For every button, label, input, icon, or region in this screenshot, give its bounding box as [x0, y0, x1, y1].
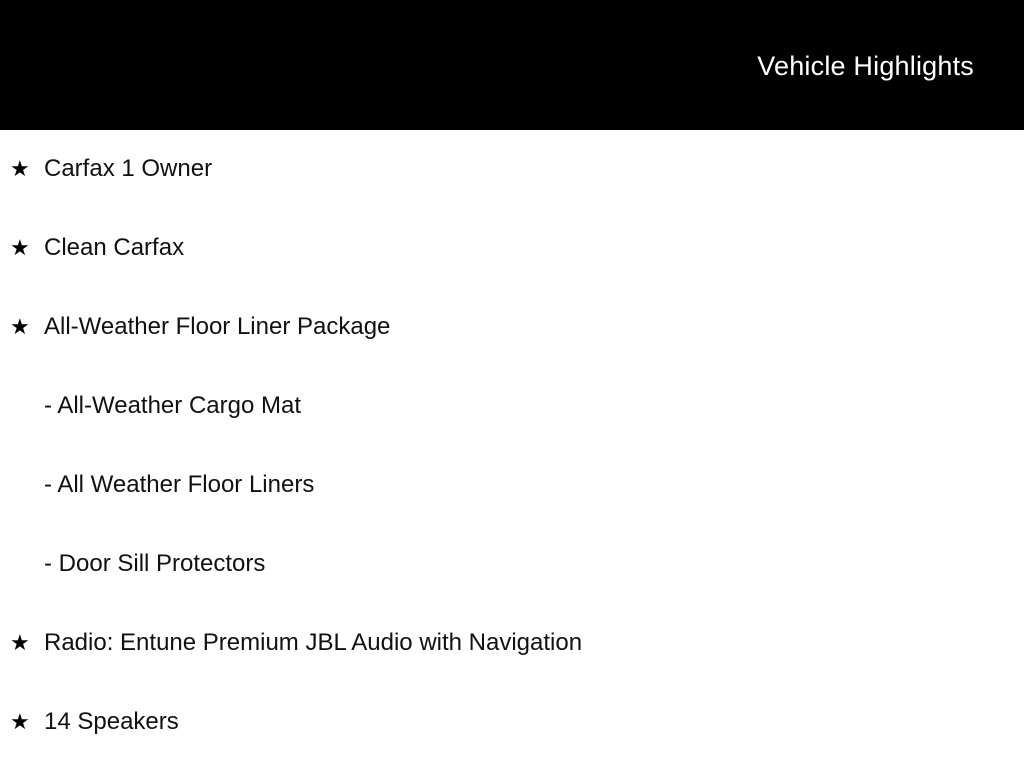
list-item-label: Clean Carfax — [44, 234, 185, 261]
star-icon: ★ — [10, 235, 30, 260]
list-item-sub — [0, 446, 1024, 525]
highlights-list — [0, 130, 1024, 762]
star-icon: ★ — [10, 709, 30, 734]
star-icon: ★ — [10, 156, 30, 181]
list-item-label: Radio: Entune Premium JBL Audio with Navigation — [44, 629, 583, 656]
page-title: Vehicle Highlights — [757, 51, 974, 81]
list-item — [0, 130, 1024, 209]
list-item-sub — [0, 525, 1024, 604]
list-item-label: 14 Speakers — [44, 708, 179, 735]
star-icon: ★ — [10, 630, 30, 655]
list-item-label: - All-Weather Cargo Mat — [44, 392, 301, 419]
list-item-label: - Door Sill Protectors — [44, 550, 266, 577]
list-item-label: All-Weather Floor Liner Package — [44, 313, 391, 340]
list-item-sub — [0, 367, 1024, 446]
header-bar — [0, 0, 1024, 130]
star-icon: ★ — [10, 314, 30, 339]
list-item — [0, 604, 1024, 683]
list-item — [0, 209, 1024, 288]
list-item — [0, 683, 1024, 762]
list-item-label: Carfax 1 Owner — [44, 155, 213, 182]
list-item-label: - All Weather Floor Liners — [44, 471, 315, 498]
list-item — [0, 288, 1024, 367]
